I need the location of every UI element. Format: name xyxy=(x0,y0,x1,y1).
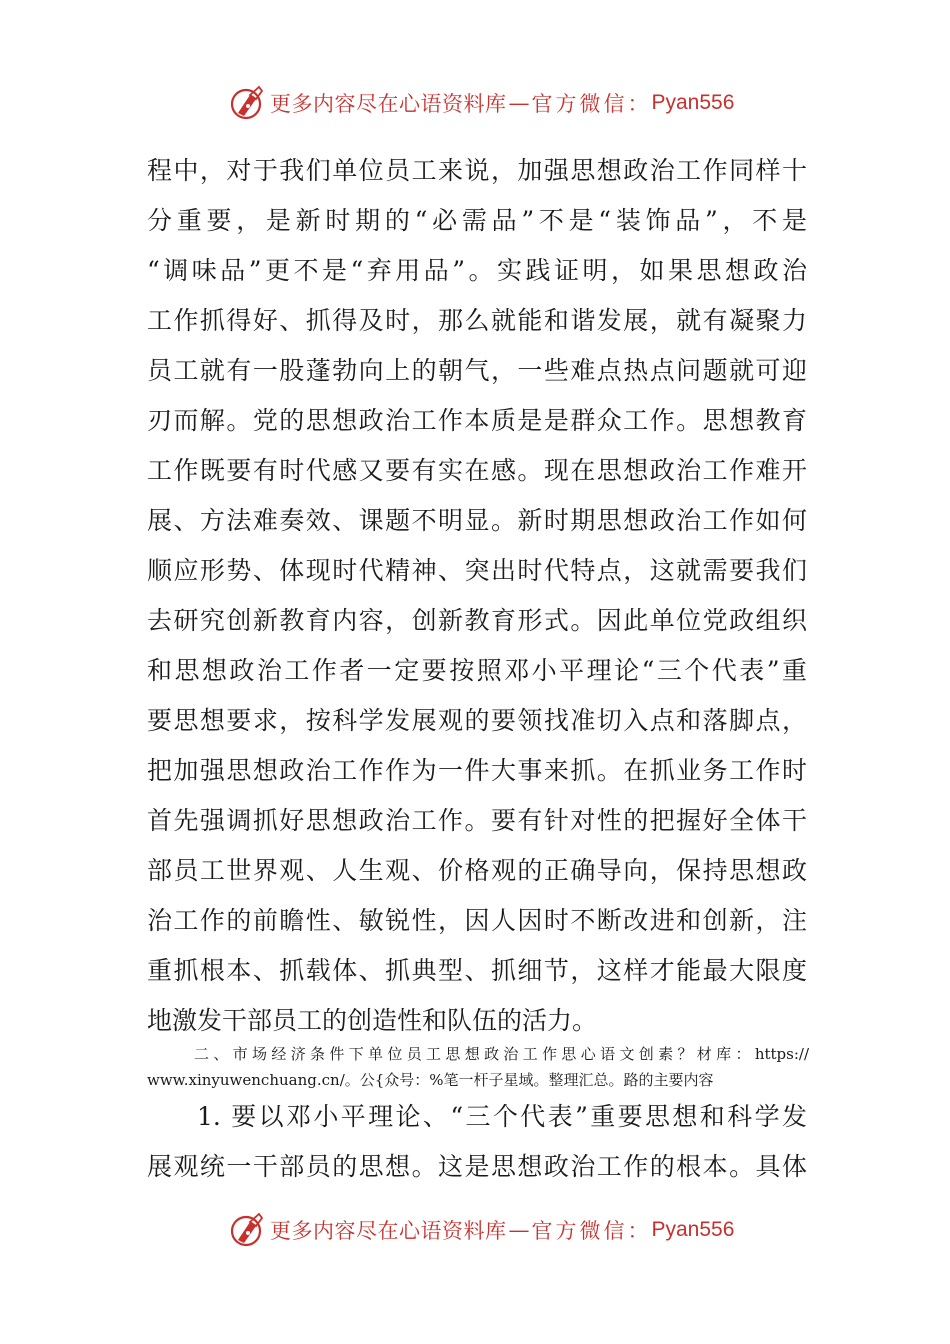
watermark-wechat-id: Pyan556 xyxy=(651,1218,735,1241)
text-line: 1. 要以邓小平理论、“三个代表”重要思想和科学发 xyxy=(197,1102,807,1131)
text-line: 治工作的前瞻性、敏锐性，因人因时不断改进和创新，注 xyxy=(147,906,807,935)
text-line: 员工就有一股蓬勃向上的朝气，一些难点热点问题就可迎 xyxy=(147,356,807,385)
text-line: 顺应形势、体现时代精神、突出时代特点，这就需要我们 xyxy=(147,556,807,585)
text-line: 首先强调抓好思想政治工作。要有针对性的把握好全体干 xyxy=(147,806,807,835)
pen-nib-logo-icon xyxy=(228,83,268,123)
text-line: 工作既要有时代感又要有实在感。现在思想政治工作难开 xyxy=(147,456,807,485)
watermark-brand: 更多内容尽在心语资料库 xyxy=(270,92,507,116)
section-heading-line-1: 二、市场经济条件下单位员工思想政治工作思心语文创素？材库：https:// xyxy=(194,1045,809,1063)
text-line: 部员工世界观、人生观、价格观的正确导向，保持思想政 xyxy=(147,856,807,885)
footer-watermark xyxy=(228,1210,748,1250)
watermark-brand: 更多内容尽在心语资料库 xyxy=(270,1219,507,1243)
watermark-separator: — xyxy=(508,91,530,115)
text-line: 程中，对于我们单位员工来说，加强思想政治工作同样十 xyxy=(147,156,807,185)
text-line: 把加强思想政治工作作为一件大事来抓。在抓业务工作时 xyxy=(147,756,807,785)
header-watermark xyxy=(228,83,748,123)
text-line: 展观统一干部员的思想。这是思想政治工作的根本。具体 xyxy=(147,1152,807,1181)
watermark-wechat-label: 官方微信： xyxy=(531,92,652,116)
watermark-wechat-id: Pyan556 xyxy=(651,91,735,114)
body-paragraph-2 xyxy=(147,1092,807,1192)
text-line: 地激发干部员工的创造性和队伍的活力。 xyxy=(147,1006,598,1035)
text-line: 和思想政治工作者一定要按照邓小平理论“三个代表”重 xyxy=(147,656,807,685)
body-paragraph-1 xyxy=(147,146,807,1046)
text-line: 工作抓得好、抓得及时，那么就能和谐发展，就有凝聚力 xyxy=(147,306,807,335)
watermark-separator: — xyxy=(508,1218,530,1242)
pen-nib-logo-icon xyxy=(228,1210,268,1250)
section-heading xyxy=(147,1041,809,1093)
text-line: 刃而解。党的思想政治工作本质是是群众工作。思想教育 xyxy=(147,406,807,435)
text-line: 去研究创新教育内容，创新教育形式。因此单位党政组织 xyxy=(147,606,807,635)
text-line: 分重要，是新时期的“必需品”不是“装饰品”，不是 xyxy=(147,206,807,235)
text-line: 要思想要求，按科学发展观的要领找准切入点和落脚点， xyxy=(147,706,807,735)
text-line: 重抓根本、抓载体、抓典型、抓细节，这样才能最大限度 xyxy=(147,956,807,985)
section-heading-line-2: www.xinyuwenchuang.cn/。公{众号：%笔一杆子星域。整理汇总。路的主要内容 xyxy=(147,1071,714,1089)
watermark-wechat-label: 官方微信： xyxy=(531,1219,652,1243)
text-line: “调味品”更不是“弃用品”。实践证明，如果思想政治 xyxy=(147,256,807,285)
text-line: 展、方法难奏效、课题不明显。新时期思想政治工作如何 xyxy=(147,506,807,535)
